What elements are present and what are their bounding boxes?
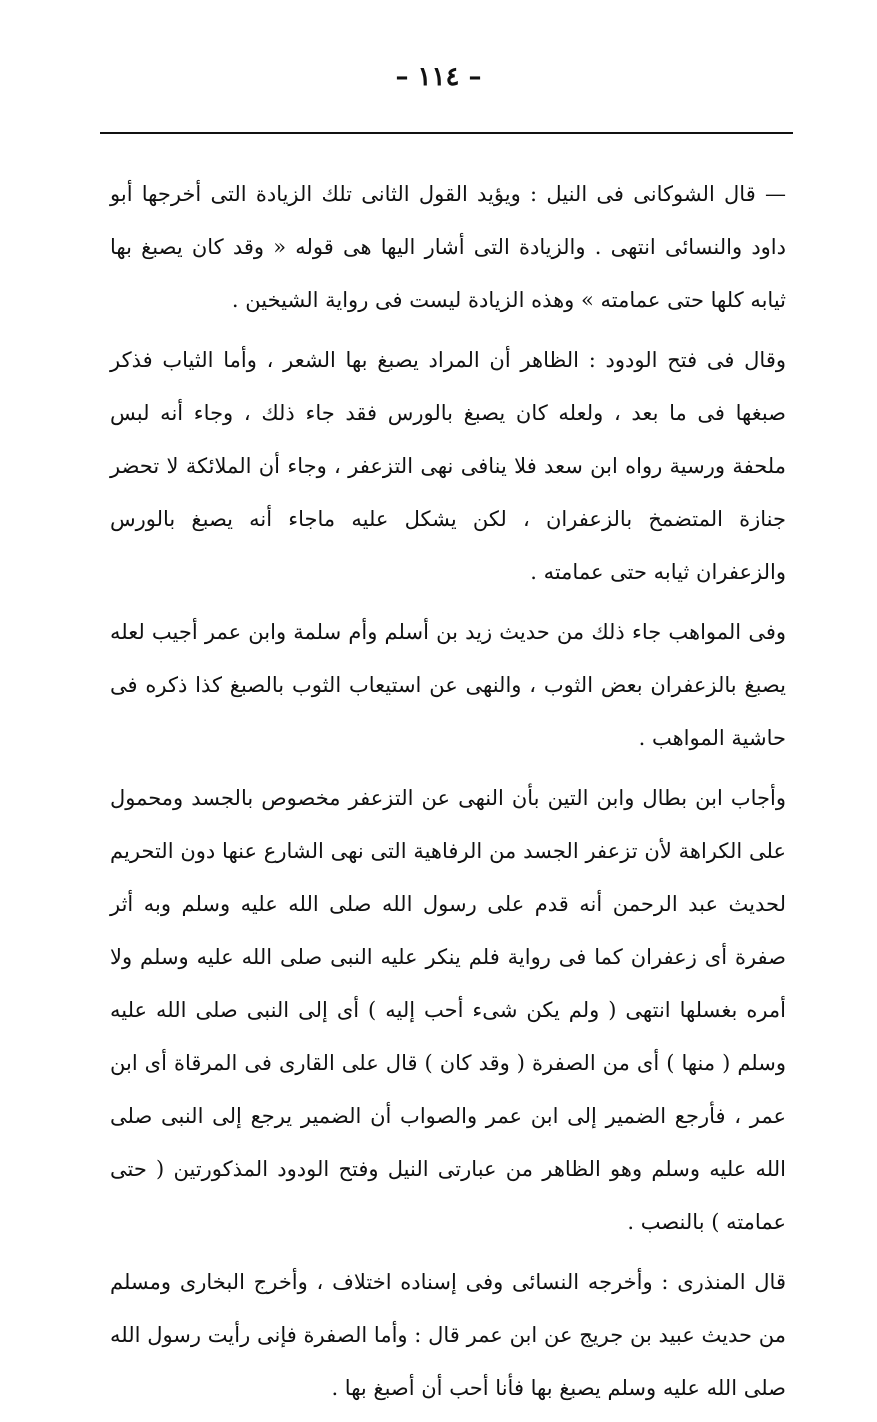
- page-number: – ١١٤ –: [395, 62, 482, 92]
- paragraph-2: وقال فى فتح الودود : الظاهر أن المراد يصبغ بها الشعر ، وأما الثياب فذكر صبغها فى ما بعد ، ولعله كان يصبغ بالورس فقد جاء ذلك ، وجاء أنه لبس ملحفة ورسية رواه ابن سعد فلا ينافى نهى التزعفر ، وجاء أن الملائكة لا تحضر جنازة المتضمخ بالزعفران ، لكن يشكل عليه ماجاء أنه يصبغ بالورس والزعفران ثيابه حتى عمامته .: [110, 348, 786, 584]
- paragraph-5: قال المنذرى : وأخرجه النسائى وفى إسناده اختلاف ، وأخرج البخارى ومسلم من حديث عبيد بن جريج عن ابن عمر قال : وأما الصفرة فإنى رأيت رسول الله صلى الله عليه وسلم يصبغ بها فأنا أحب أن أصبغ بها .: [110, 1270, 786, 1400]
- paragraph-4: وأجاب ابن بطال وابن التين بأن النهى عن التزعفر مخصوص بالجسد ومحمول على الكراهة لأن تزعفر الجسد من الرفاهية التى نهى الشارع عنها دون التحريم لحديث عبد الرحمن أنه قدم على رسول الله صلى الله عليه وسلم وبه أثر صفرة أى زعفران كما فى رواية فلم ينكر عليه النبى صلى الله عليه وسلم ولا أمره بغسلها انتهى ( ولم يكن شىء أحب إليه ) أى إلى النبى صلى الله عليه وسلم ( منها ) أى من الصفرة ( وقد كان ) قال على القارى فى المرقاة أى ابن عمر ، فأرجع الضمير إلى ابن عمر والصواب أن الضمير يرجع إلى النبى صلى الله عليه وسلم وهو الظاهر من عبارتى النيل وفتح الودود المذكورتين ( حتى عمامته ) بالنصب .: [110, 786, 786, 1234]
- header-rule: [100, 132, 793, 134]
- paragraph-3: وفى المواهب جاء ذلك من حديث زيد بن أسلم وأم سلمة وابن عمر أجيب لعله يصبغ بالزعفران بعض الثوب ، والنهى عن استيعاب الثوب بالصبغ كذا ذكره فى حاشية المواهب .: [110, 620, 786, 750]
- paragraph-1: — قال الشوكانى فى النيل : ويؤيد القول الثانى تلك الزيادة التى أخرجها أبو داود والنسائى انتهى . والزيادة التى أشار اليها هى قوله « وقد كان يصبغ بها ثيابه كلها حتى عمامته » وهذه الزيادة ليست فى رواية الشيخين .: [110, 182, 786, 312]
- body-text: [110, 168, 786, 1422]
